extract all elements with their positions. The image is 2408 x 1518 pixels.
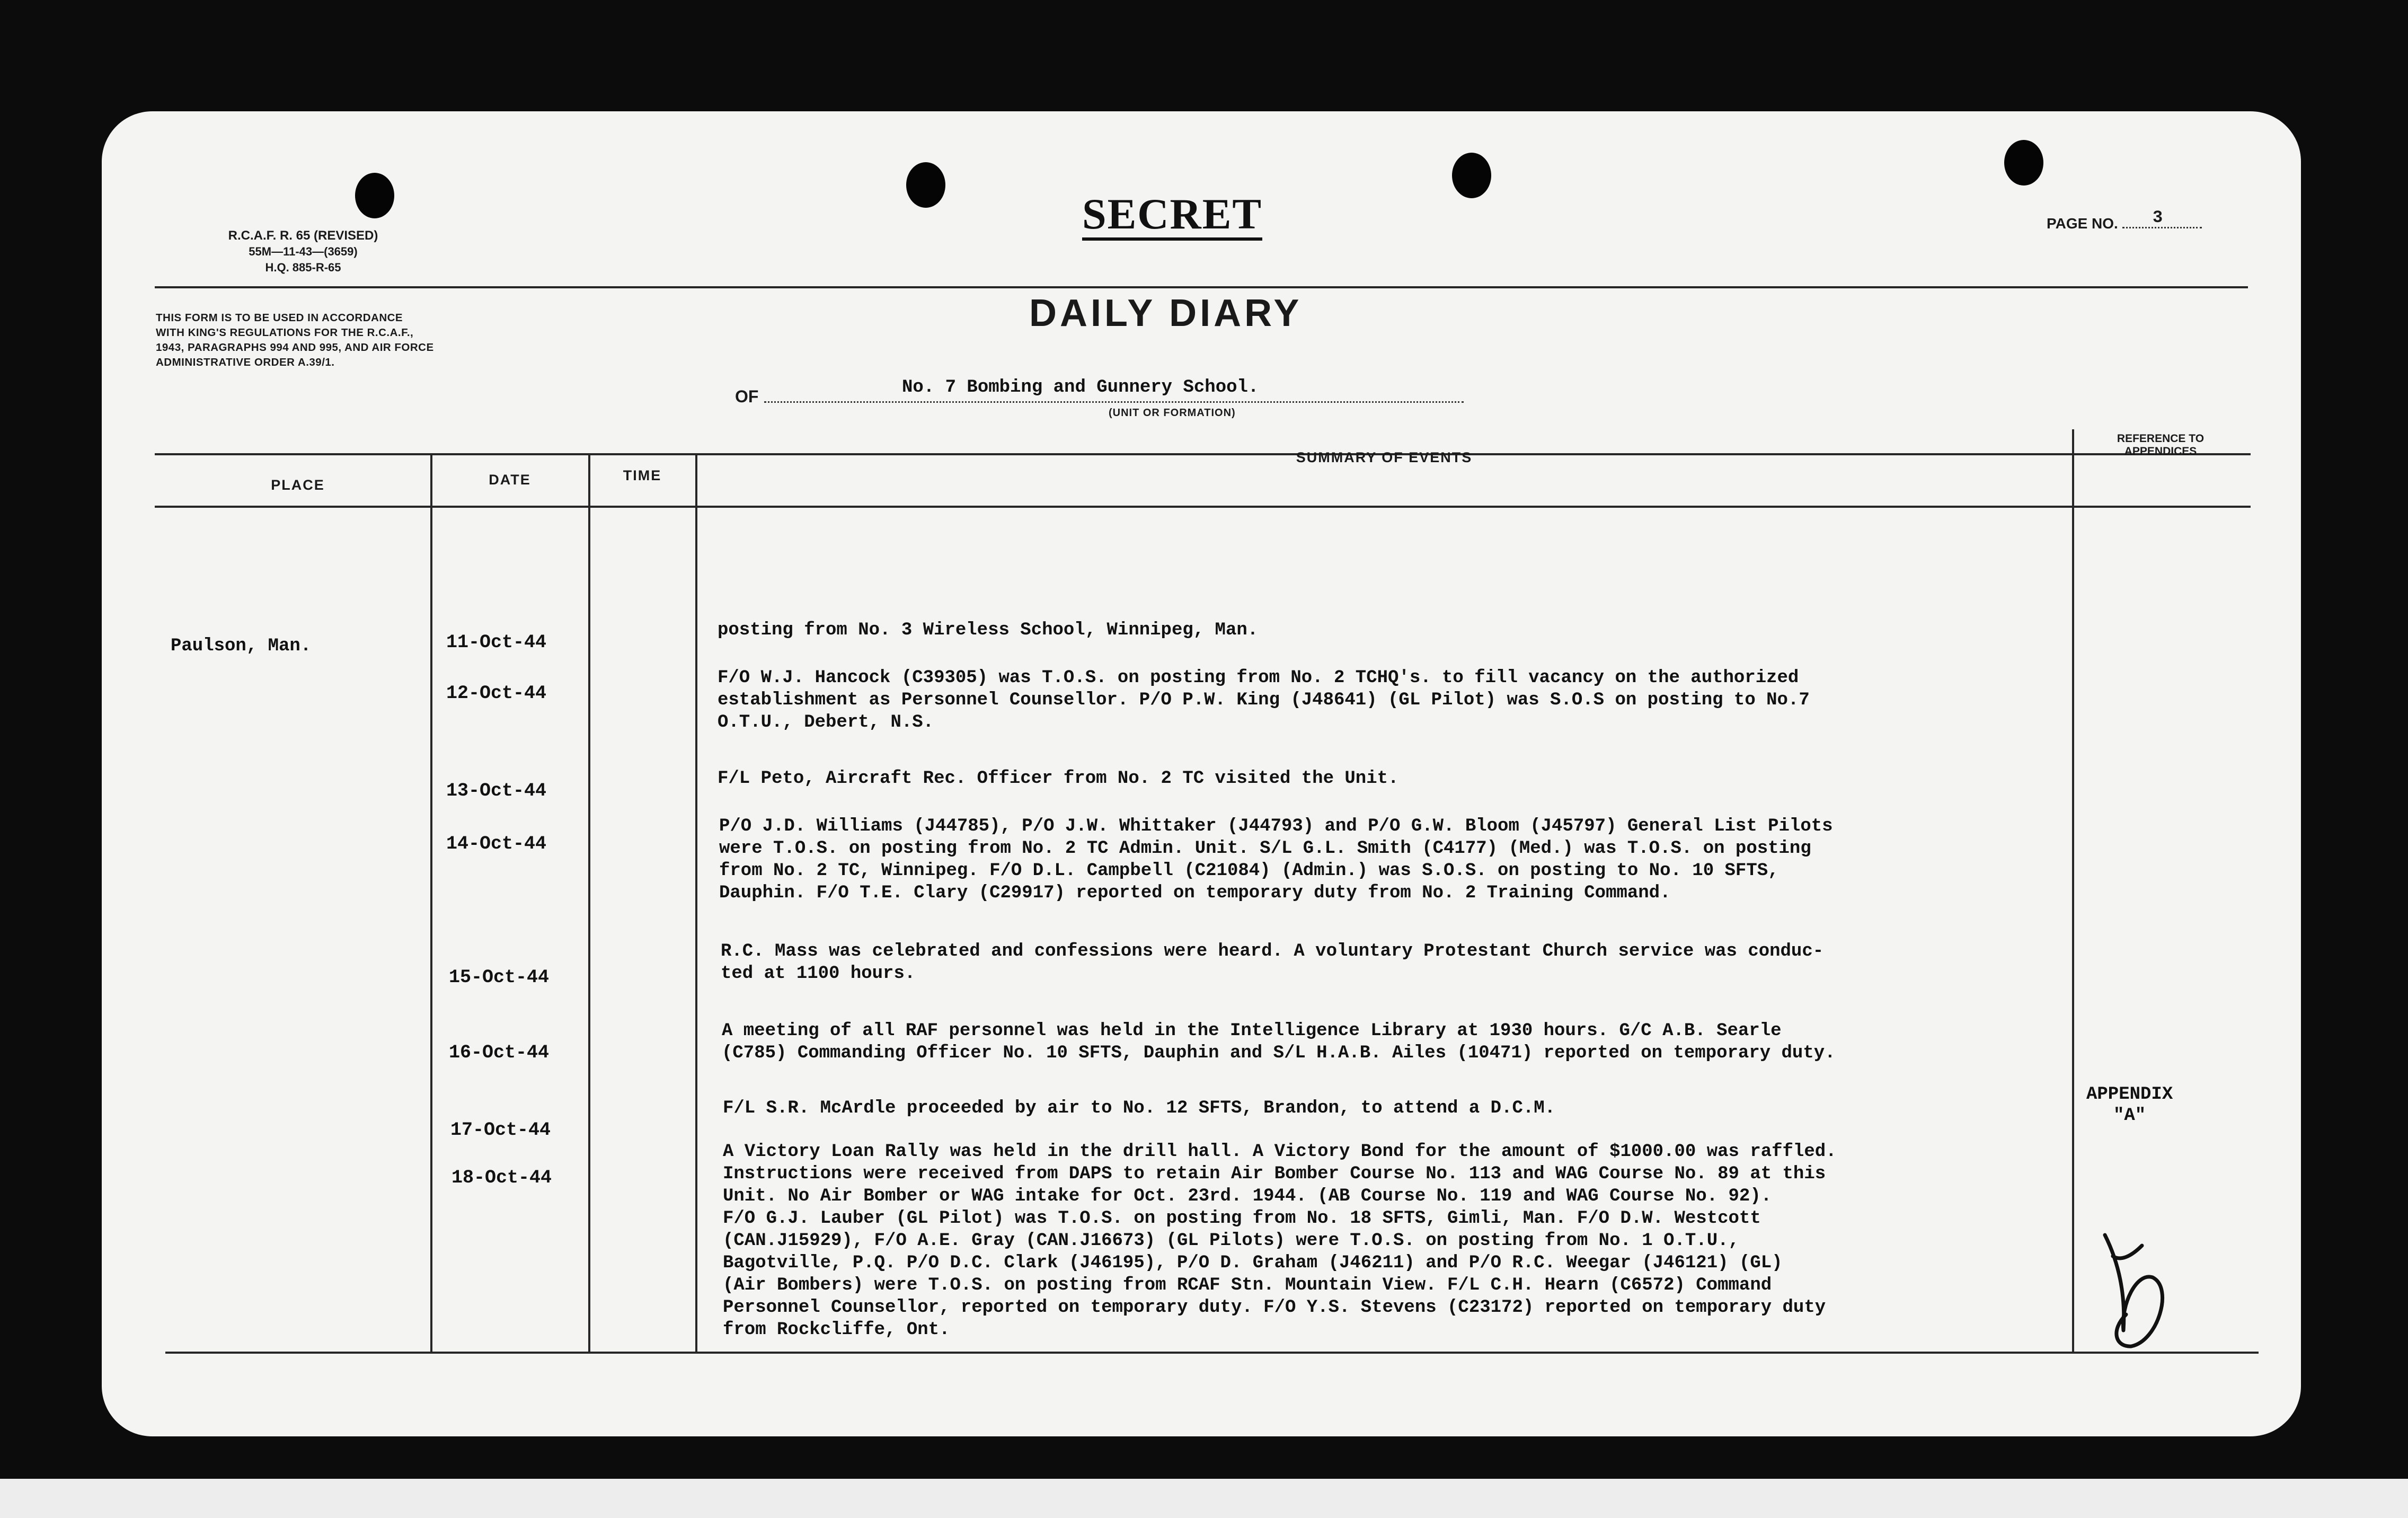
form-number: R.C.A.F. R. 65 (REVISED): [228, 228, 378, 243]
summary-line: were T.O.S. on posting from No. 2 TC Admin. Unit. S/L G.L. Smith (C4177) (Med.) was T.O.S. on posting: [719, 839, 1811, 859]
summary-line: (C785) Commanding Officer No. 10 SFTS, Dauphin and S/L H.A.B. Ailes (10471) reported on temporary duty.: [722, 1043, 1836, 1063]
entry-date: 15-Oct-44: [449, 967, 550, 988]
instruction-line: THIS FORM IS TO BE USED IN ACCORDANCE: [156, 312, 403, 324]
column-header-summary: SUMMARY OF EVENTS: [1296, 449, 1473, 465]
entry-date: 18-Oct-44: [452, 1167, 552, 1188]
summary-line: A meeting of all RAF personnel was held in the Intelligence Library at 1930 hours. G/C A.B. Searle: [722, 1021, 1782, 1041]
column-header-time: TIME: [623, 467, 662, 483]
summary-line: ted at 1100 hours.: [721, 964, 916, 984]
column-divider: [2072, 429, 2074, 1352]
summary-line: P/O J.D. Williams (J44785), P/O J.W. Whittaker (J44793) and P/O G.W. Bloom (J45797) General List Pilots: [719, 816, 1833, 836]
punch-hole: [1452, 153, 1491, 198]
page-number-value: 3: [2153, 208, 2163, 227]
entry-date: 11-Oct-44: [446, 632, 547, 653]
column-divider: [430, 455, 432, 1352]
unit-name: No. 7 Bombing and Gunnery School.: [902, 377, 1259, 398]
scan-bottom-margin: [0, 1479, 2408, 1518]
entry-date: 16-Oct-44: [449, 1042, 550, 1063]
summary-line: Unit. No Air Bomber or WAG intake for Oct. 23rd. 1944. (AB Course No. 119 and WAG Course No. 92).: [723, 1186, 1772, 1206]
instruction-line: 1943, PARAGRAPHS 994 AND 995, AND AIR FORCE: [156, 341, 434, 354]
summary-line: from Rockcliffe, Ont.: [723, 1320, 950, 1340]
place-cell: Paulson, Man.: [171, 636, 312, 656]
summary-line: F/O G.J. Lauber (GL Pilot) was T.O.S. on posting from No. 18 SFTS, Gimli, Man. F/O D.W. Westcott: [723, 1208, 1761, 1229]
of-label: OF: [735, 387, 759, 406]
summary-line: from No. 2 TC, Winnipeg. F/O D.L. Campbell (C21084) (Admin.) was S.O.S. on posting to No. 10 SFTS,: [719, 861, 1779, 881]
column-divider: [588, 455, 590, 1352]
summary-line: (CAN.J15929), F/O A.E. Gray (CAN.J16673) (GL Pilots) were T.O.S. on posting from No. 1 O.T.U.,: [723, 1231, 1739, 1251]
classification-stamp: SECRET: [1082, 191, 1262, 241]
summary-line: O.T.U., Debert, N.S.: [718, 712, 934, 732]
reference-header-line: REFERENCE TO: [2117, 433, 2205, 445]
punch-hole: [2004, 140, 2043, 186]
form-print-code: 55M—11-43—(3659): [249, 245, 358, 258]
column-header-place: PLACE: [271, 477, 325, 493]
entry-date: 14-Oct-44: [446, 833, 547, 854]
appendix-label: APPENDIX: [2086, 1084, 2173, 1105]
unit-field-line: [764, 401, 1464, 403]
entry-date: 13-Oct-44: [446, 780, 547, 801]
summary-line: R.C. Mass was celebrated and confessions were heard. A voluntary Protestant Church service was conduc-: [721, 941, 1824, 961]
punch-hole: [355, 173, 394, 218]
unit-caption: (UNIT OR FORMATION): [1109, 407, 1236, 419]
summary-line: A Victory Loan Rally was held in the drill hall. A Victory Bond for the amount of $1000.00 was raffled.: [723, 1142, 1837, 1162]
header-rule: [155, 286, 2248, 288]
form-hq-ref: H.Q. 885-R-65: [265, 261, 341, 274]
entry-date: 17-Oct-44: [450, 1119, 551, 1141]
column-divider: [695, 455, 697, 1352]
summary-line: Instructions were received from DAPS to retain Air Bomber Course No. 113 and WAG Course No. 89 at this: [723, 1164, 1826, 1184]
column-header-reference: [2076, 433, 2245, 458]
instruction-line: WITH KING'S REGULATIONS FOR THE R.C.A.F.,: [156, 326, 414, 339]
summary-line: F/L Peto, Aircraft Rec. Officer from No. 2 TC visited the Unit.: [718, 769, 1399, 789]
punch-hole: [906, 162, 945, 208]
summary-line: Personnel Counsellor, reported on temporary duty. F/O Y.S. Stevens (C23172) reported on temporary duty: [723, 1298, 1826, 1318]
summary-line: Bagotville, P.Q. P/O D.C. Clark (J46195), P/O D. Graham (J46211) and P/O R.C. Weegar (J46121) (GL): [723, 1253, 1783, 1273]
reference-header-line: APPENDICES: [2124, 445, 2197, 457]
entry-date: 12-Oct-44: [446, 683, 547, 704]
page-number-field: [2047, 208, 2202, 232]
summary-line: posting from No. 3 Wireless School, Winnipeg, Man.: [718, 620, 1259, 640]
appendix-reference: [2086, 1084, 2173, 1126]
form-instructions: [156, 311, 580, 370]
summary-line: F/O W.J. Hancock (C39305) was T.O.S. on posting from No. 2 TCHQ's. to fill vacancy on the authorized: [718, 668, 1799, 688]
appendix-letter: "A": [2113, 1106, 2146, 1126]
diary-form-card: [102, 111, 2301, 1436]
form-number-block: [165, 228, 441, 276]
table-bottom-rule: [165, 1352, 2259, 1354]
handwritten-initials: [2094, 1224, 2174, 1352]
column-header-date: DATE: [489, 472, 531, 488]
instruction-line: ADMINISTRATIVE ORDER A.39/1.: [156, 356, 335, 368]
page-title: DAILY DIARY: [1029, 292, 1303, 334]
summary-line: F/L S.R. McArdle proceeded by air to No. 12 SFTS, Brandon, to attend a D.C.M.: [723, 1098, 1556, 1118]
page-number-label: PAGE NO.: [2047, 215, 2118, 232]
summary-line: (Air Bombers) were T.O.S. on posting from RCAF Stn. Mountain View. F/L C.H. Hearn (C6572) Command: [723, 1275, 1772, 1295]
table-header-rule: [155, 506, 2251, 508]
summary-line: Dauphin. F/O T.E. Clary (C29917) reported on temporary duty from No. 2 Training Command.: [719, 883, 1671, 903]
summary-line: establishment as Personnel Counsellor. P/O P.W. King (J48641) (GL Pilot) was S.O.S on posting to No.7: [718, 690, 1810, 710]
